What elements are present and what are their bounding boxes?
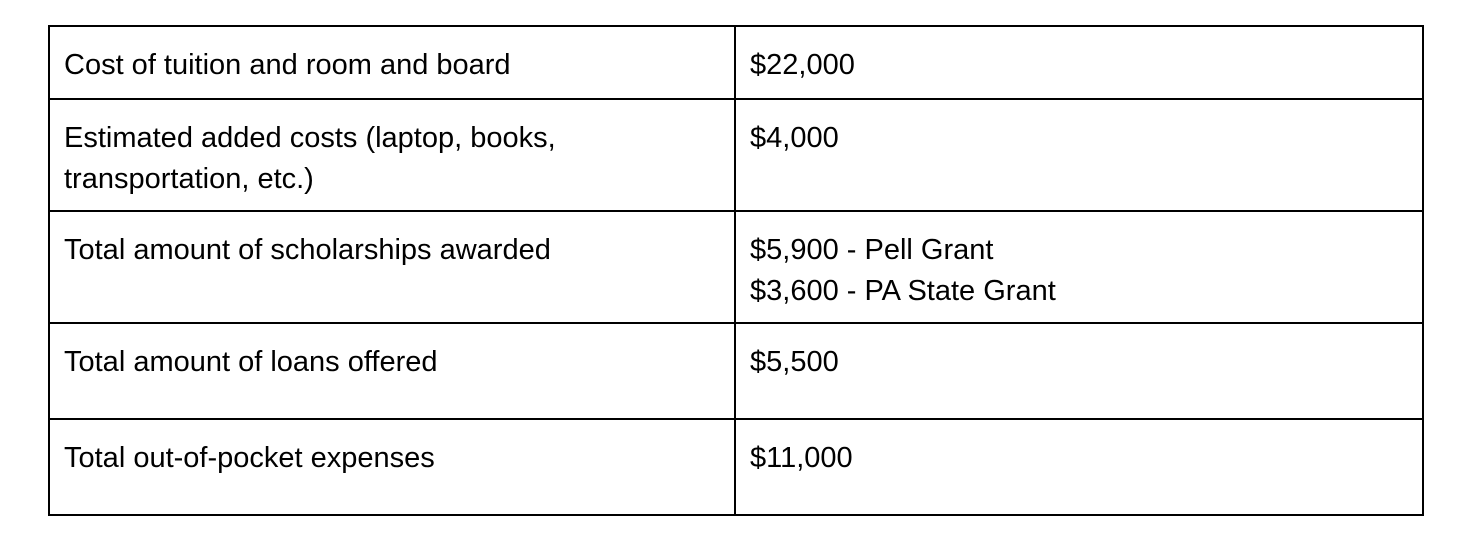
row-value-cell bbox=[735, 26, 1423, 99]
cost-summary-table bbox=[48, 25, 1424, 516]
row-label-cell bbox=[49, 323, 735, 419]
table-row bbox=[49, 99, 1423, 211]
row-label: Cost of tuition and room and board bbox=[64, 49, 511, 81]
row-label-line: Estimated added costs (laptop, books, bbox=[64, 122, 556, 154]
table-row bbox=[49, 419, 1423, 515]
table-row bbox=[49, 323, 1423, 419]
row-value: $4,000 bbox=[750, 122, 839, 154]
row-label: Total amount of loans offered bbox=[64, 346, 438, 378]
row-value-cell bbox=[735, 99, 1423, 211]
row-label-cell bbox=[49, 99, 735, 211]
row-value: $5,500 bbox=[750, 346, 839, 378]
row-value-cell bbox=[735, 211, 1423, 323]
row-value: $5,900 - Pell Grant bbox=[750, 234, 994, 266]
row-value-cell bbox=[735, 323, 1423, 419]
row-value-cell bbox=[735, 419, 1423, 515]
row-value: $3,600 - PA State Grant bbox=[750, 275, 1056, 307]
row-label-cell bbox=[49, 211, 735, 323]
row-value: $11,000 bbox=[750, 442, 853, 474]
row-label-cell bbox=[49, 26, 735, 99]
row-label: Total amount of scholarships awarded bbox=[64, 234, 551, 266]
row-label-line: transportation, etc.) bbox=[64, 163, 314, 195]
table-row bbox=[49, 211, 1423, 323]
row-label: Total out-of-pocket expenses bbox=[64, 442, 435, 474]
row-label-cell bbox=[49, 419, 735, 515]
row-value: $22,000 bbox=[750, 49, 855, 81]
table-row bbox=[49, 26, 1423, 99]
